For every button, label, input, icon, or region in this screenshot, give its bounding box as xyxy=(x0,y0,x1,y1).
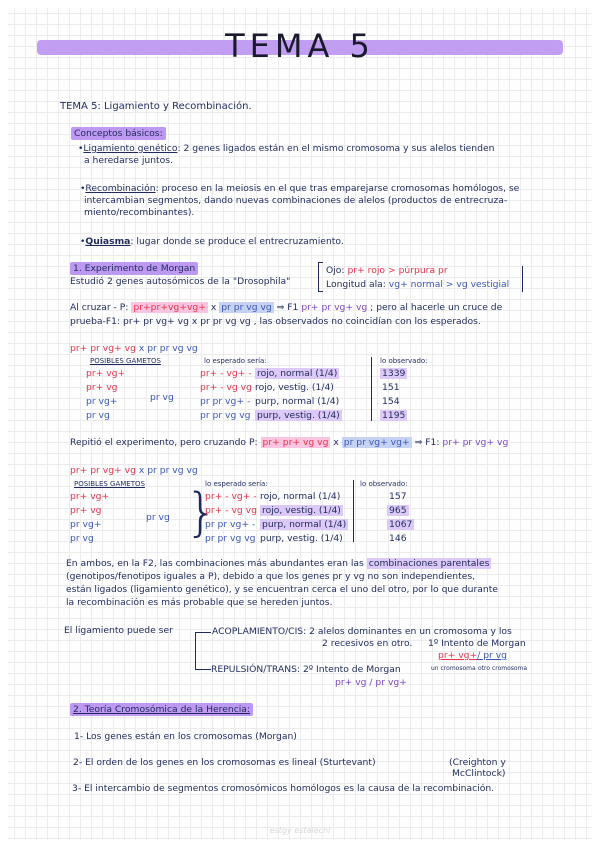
test1-gamete: pr+ vg xyxy=(86,382,118,393)
test1-col-expected: lo esperado sería: xyxy=(204,357,267,365)
repeat-p2: pr pr vg+ vg+ xyxy=(343,437,410,448)
section1-intro: Estudió 2 genes autosómicos de la "Drosophila" xyxy=(70,276,291,287)
concept-def-line: intercambian segmentos, dando nuevas combinaciones de alelos (productos de entrecruza- xyxy=(84,195,508,206)
concept-def: : lugar donde se produce el entrecruzamiento. xyxy=(130,236,344,247)
concept-def-line: miento/recombinantes). xyxy=(84,207,195,218)
test1-header-a: pr+ pr vg+ vg xyxy=(70,343,136,354)
test1-header xyxy=(70,343,198,354)
test2-genotype: pr pr vg vg xyxy=(205,533,256,544)
test1-gamete: pr+ vg+ xyxy=(86,368,126,379)
bullet: • xyxy=(80,183,86,194)
cross-x: x xyxy=(333,437,339,448)
watermark: estgy estalechl xyxy=(269,826,331,835)
test2-col-gametes: POSIBLES GAMETOS xyxy=(74,480,145,488)
cis-attempt: 1º Intento de Morgan xyxy=(428,638,526,649)
linkage-branch-top xyxy=(195,632,211,633)
concept-recombinacion xyxy=(80,183,519,194)
linkage-cis xyxy=(212,626,512,637)
test1-genotype: pr+ - vg vg xyxy=(200,382,252,393)
traits-bracket-bottom xyxy=(318,291,323,292)
trans-attempt: : 2º Intento de Morgan xyxy=(296,664,401,675)
section2-heading: 2. Teoría Cromosómica de la Herencia: xyxy=(70,703,253,716)
cross1-prefix: Al cruzar - P: xyxy=(70,302,129,313)
repeat-arrow: ⇒ F1: xyxy=(414,437,440,448)
theory-item: 3- El intercambio de segmentos cromosómicos homólogos es la causa de la recombinación. xyxy=(72,783,495,794)
linkage-branch-bottom xyxy=(195,669,211,670)
test2-header-a: pr+ pr vg+ vg xyxy=(70,465,136,476)
trans-label: REPULSIÓN/TRANS xyxy=(211,664,297,675)
cis-formula-a: pr+ vg+ xyxy=(438,650,478,661)
test2-col-expected: lo esperado sería: xyxy=(205,480,268,488)
test1-observed: 151 xyxy=(382,382,400,393)
trait-label: Ojo: xyxy=(326,265,345,276)
concept-term: Ligamiento genético xyxy=(83,143,178,154)
test1-observed: 1339 xyxy=(382,368,406,379)
section1-heading: 1. Experimento de Morgan xyxy=(70,262,198,275)
test2-col-observed: lo observado: xyxy=(360,480,408,488)
traits-bracket-top xyxy=(318,262,323,263)
trait-value: pr+ rojo > púrpura pr xyxy=(347,265,448,276)
linkage-branch-line xyxy=(195,632,196,670)
test2-observed: 1067 xyxy=(389,519,413,530)
concept-def: : proceso en la meiosis en el que tras emparejarse cromosomas homólogos, se xyxy=(155,183,520,194)
test1-phenotype: purp, normal (1/4) xyxy=(255,396,340,407)
test1-gamete: pr vg xyxy=(86,410,110,421)
cis-desc-line2: 2 recesivos en otro. xyxy=(322,638,413,649)
test2-observed: 157 xyxy=(389,491,407,502)
repeat-line xyxy=(70,437,508,448)
linkage-trans xyxy=(211,664,401,675)
cross1-suffix: ; pero al hacerle un cruce de xyxy=(370,302,503,313)
test2-header-b: x pr pr vg vg xyxy=(138,465,198,476)
conclusion-line: la recombinación es más probable que se hereden juntos. xyxy=(66,597,333,608)
conclusion-highlight: combinaciones parentales xyxy=(368,558,490,569)
trait-label: Longitud ala: xyxy=(326,279,386,290)
test2-header xyxy=(70,465,198,476)
trait-longitud xyxy=(326,279,509,290)
traits-bracket-left xyxy=(318,262,319,292)
test1-shared-gamete: pr vg xyxy=(150,392,174,403)
cross1-line1 xyxy=(70,302,502,313)
concept-term: Quiasma xyxy=(85,236,131,247)
cross1-arrow: ⇒ F1 xyxy=(276,302,299,313)
test2-phenotype: purp, normal (1/4) xyxy=(262,519,347,530)
concept-term: Recombinación xyxy=(85,183,156,194)
conclusion-line: En ambos, en la F2, las combinaciones más abundantes eran las combinaciones parentales xyxy=(66,558,490,569)
test1-observed: 1195 xyxy=(382,410,406,421)
test2-shared-gamete: pr vg xyxy=(146,512,170,523)
trans-formula: pr+ vg / pr vg+ xyxy=(335,677,407,688)
test2-genotype: pr+ - vg vg xyxy=(205,505,257,516)
traits-bracket-right xyxy=(522,266,523,292)
creighton-note: (Creighton y xyxy=(449,757,506,768)
test2-genotype: pr pr vg+ - xyxy=(205,519,256,530)
trait-ojo xyxy=(326,265,448,276)
test2-observed: 146 xyxy=(389,533,407,544)
test2-phenotype: rojo, normal (1/4) xyxy=(260,491,341,502)
concept-ligamiento xyxy=(78,143,494,154)
test2-brace: } xyxy=(185,483,219,543)
test1-gamete-text: pr vg+ xyxy=(86,396,118,407)
test2-gamete: pr vg+ xyxy=(70,519,102,530)
creighton-note: McClintock) xyxy=(452,768,506,779)
chrom-label-a: un cromosoma xyxy=(431,665,476,672)
conclusion-line: (genotipos/fenotipos iguales a P), debido a que los genes pr y vg no son independientes, xyxy=(66,571,476,582)
cross1-f1: pr+ pr vg+ vg xyxy=(301,302,368,313)
test2-observed: 965 xyxy=(389,505,407,516)
cis-desc: : 2 alelos dominantes en un cromosoma y los xyxy=(303,626,512,637)
cross-x: x xyxy=(210,302,217,313)
test1-phenotype: purp, vestig. (1/4) xyxy=(257,410,340,421)
cis-formula-b: / pr vg xyxy=(477,650,508,661)
test2-gamete: pr+ vg+ xyxy=(70,491,110,502)
test2-genotype: pr+ - vg+ - xyxy=(205,491,257,502)
linkage-lead: El ligamiento puede ser xyxy=(64,625,173,636)
test2-gamete: pr vg xyxy=(70,533,94,544)
bullet: • xyxy=(78,143,84,154)
theory-item: 2- El orden de los genes en los cromosomas es lineal (Sturtevant) xyxy=(73,757,376,768)
repeat-f1: pr+ pr vg+ vg xyxy=(442,437,509,448)
test1-col-observed: lo observado: xyxy=(380,357,428,365)
basics-heading: Conceptos básicos: xyxy=(71,127,166,140)
trait-value: vg+ normal > vg vestigial xyxy=(388,279,510,290)
test2-phenotype: rojo, vestig. (1/4) xyxy=(262,505,341,516)
test1-genotype: pr pr vg+ - xyxy=(200,396,251,407)
test1-header-b: x pr pr vg vg xyxy=(138,343,198,354)
chrom-label-b: otro cromosoma xyxy=(478,665,528,672)
test1-observed: 154 xyxy=(382,396,400,407)
concept-quiasma xyxy=(80,236,344,247)
test2-divider xyxy=(353,480,354,542)
cis-label: ACOPLAMIENTO/CIS xyxy=(212,626,304,637)
test1-genotype: pr pr vg vg xyxy=(200,410,251,421)
repeat-prefix: Repitió el experimento, pero cruzando P: xyxy=(70,437,258,448)
test1-col-gametes: POSIBLES GAMETOS xyxy=(90,357,161,365)
cross1-line2: prueba-F1: pr+ pr vg+ vg x pr pr vg vg , las observados no coincidían con los esperados. xyxy=(70,316,481,327)
concept-def-line: a heredarse juntos. xyxy=(84,155,173,166)
cross1-parent1: pr+pr+vg+vg+ xyxy=(133,302,206,313)
cis-formula xyxy=(438,650,507,661)
conclusion-line: están ligados (ligamiento genético), y se encuentran cerca el uno del otro, por lo que durante xyxy=(66,584,498,595)
concept-def: : 2 genes ligados están en el mismo cromosoma y sus alelos tienden xyxy=(177,143,495,154)
bullet: • xyxy=(80,236,86,247)
test1-phenotype: rojo, normal (1/4) xyxy=(257,368,338,379)
subtitle: TEMA 5: Ligamiento y Recombinación. xyxy=(60,101,252,112)
test1-gamete xyxy=(86,396,118,407)
test1-phenotype: rojo, vestig. (1/4) xyxy=(255,382,334,393)
test2-gamete: pr+ vg xyxy=(70,505,102,516)
repeat-p1: pr+ pr+ vg vg xyxy=(262,437,329,448)
test1-genotype: pr+ - vg+ - xyxy=(200,368,252,379)
test1-divider xyxy=(371,357,372,421)
page-title: TEMA 5 xyxy=(225,27,375,65)
theory-item: 1- Los genes están en los cromosomas (Morgan) xyxy=(74,731,297,742)
cross1-parent2: pr pr vg vg xyxy=(221,302,272,313)
test2-phenotype: purp, vestig. (1/4) xyxy=(260,533,343,544)
